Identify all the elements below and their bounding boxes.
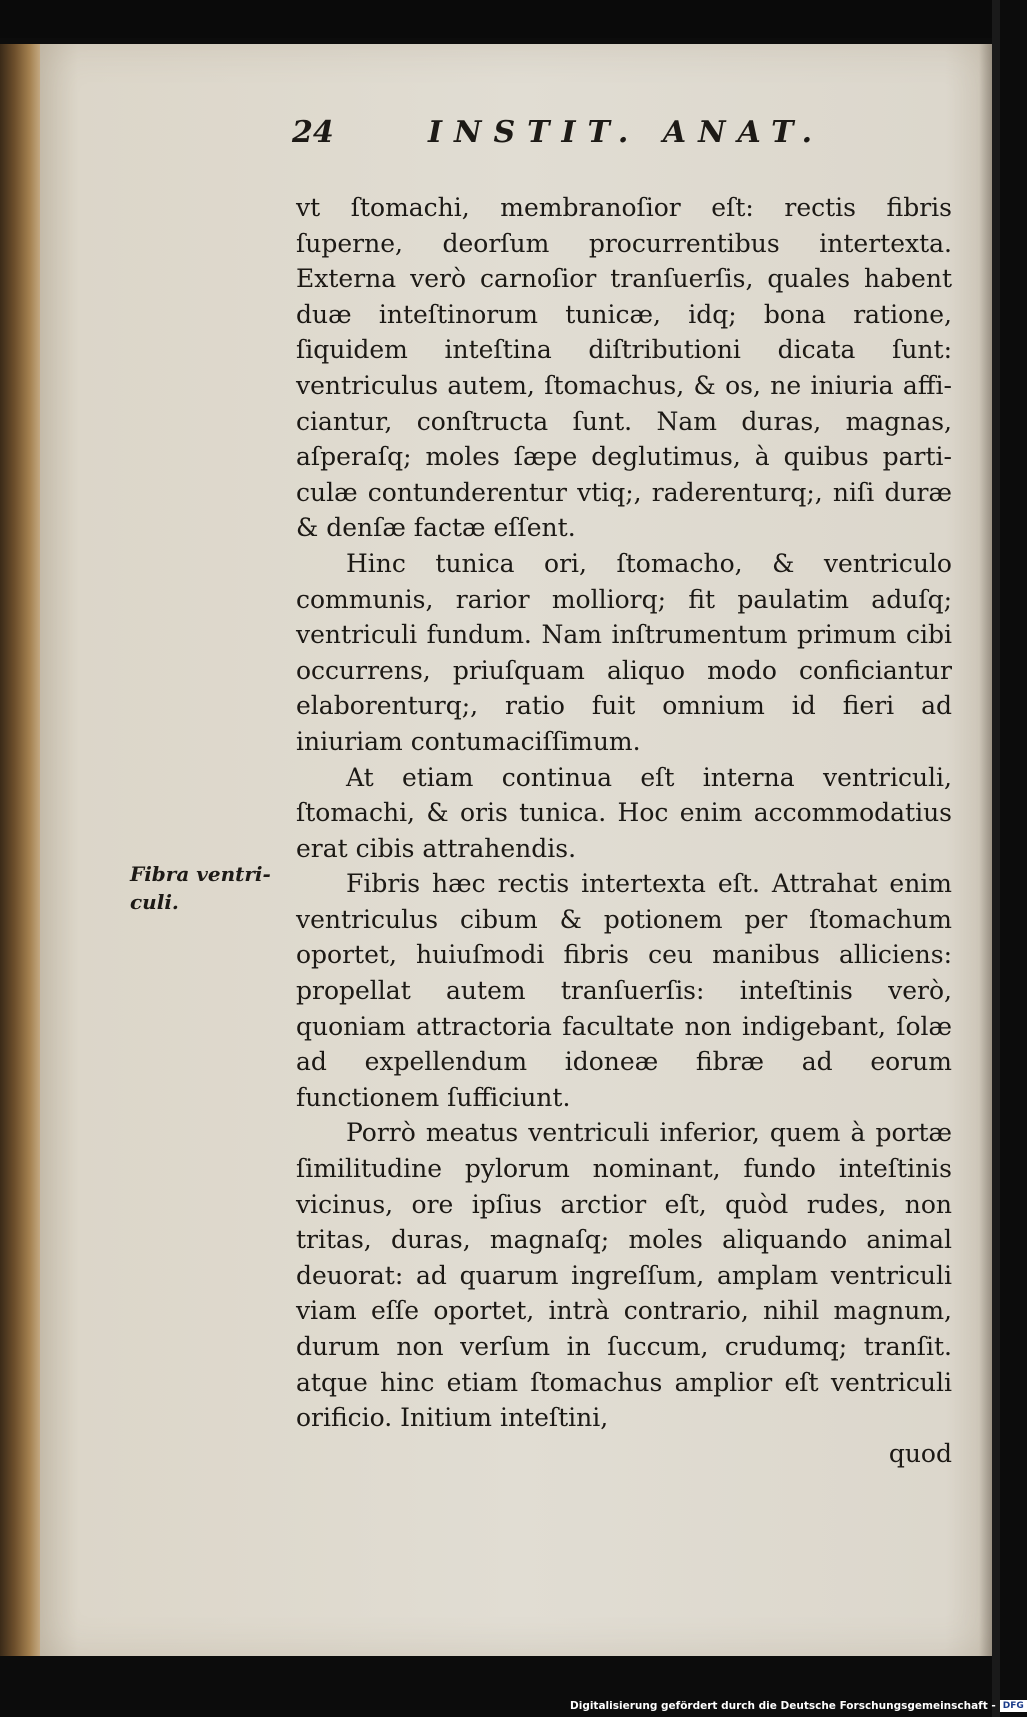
page-edge-shadow xyxy=(979,44,993,1656)
paragraph: Fibris hæc rectis intertexta eſt. Attrahat enim ventriculus cibum & potionem per ſtomachum oportet, huiuſmodi fibris ceu manibus alliciens: propellat autem tranſuerſis: inteſtinis verò, quoniam attractoria facultate non indigebant, ſolæ ad expellendum idoneæ fibræ ad eorum functionem ſufficiunt. xyxy=(296,869,952,1112)
scan-right-border xyxy=(992,0,1000,1717)
credit-text: Digitalisierung gefördert durch die Deutsche Forschungsgemeinschaft - xyxy=(570,1700,996,1712)
running-title: INSTIT. ANAT. xyxy=(428,115,825,150)
scan-top-border xyxy=(0,0,1000,38)
marginal-note: Fibra ventri- culi. xyxy=(130,862,271,914)
paragraph: Hinc tunica ori, ſtomacho, & ventriculo communis, rarior molliorq; fit paulatim aduſq; ventriculi fundum. Nam inſtrumentum primum cibi occurrens, priuſquam aliquo modo conficiantur elaborenturq;, ratio fuit omnium id fieri ad iniuriam contumaciſſimum. xyxy=(296,548,952,756)
paragraph: At etiam continua eſt interna ventriculi, ſtomachi, & oris tunica. Hoc enim accommodatius erat cibis attrahendis. xyxy=(296,762,952,863)
catchword: quod xyxy=(888,1438,952,1468)
body-text xyxy=(296,190,952,1471)
page-header xyxy=(250,110,850,160)
paragraph: Porrò meatus ventriculi inferior, quem à portæ ſimilitudine pylorum nominant, fundo inteſtinis vicinus, ore ipſius arctior eſt, quòd rudes, non tritas, duras, magnaſq; moles aliquando animal deuorat: ad quarum ingreſſum, amplam ventriculi viam eſſe oportet, intrà contrario, nihil magnum, durum non verſum in ſuccum, crudumq; tranſit. atque hinc etiam ſtomachus amplior eſt ventriculi orificio. Initium inteſtini, xyxy=(296,1118,952,1433)
page-number: 24 xyxy=(292,115,334,150)
paragraph: vt ſtomachi, membranoſior eſt: rectis fibris ſuperne, deorſum procurrentibus intertexta. Externa verò carnoſior tranſuerſis, quales habent duæ inteſtinorum tunicæ, idq; bona ratione, ſiquidem inteſtina diſtributioni dicata ſunt: ventriculus autem, ſtomachus, & os, ne iniuria afficiantur, conſtructa ſunt. Nam duras, magnas, aſperaſq; moles ſæpe deglutimus, à quibus particulæ contunderentur vtiq;, raderenturq;, niſi duræ & denſæ factæ eſſent. xyxy=(296,193,952,543)
dfg-logo: DFG xyxy=(1000,1700,1027,1712)
book-spine xyxy=(0,44,42,1656)
digitization-credit xyxy=(570,1700,1024,1717)
